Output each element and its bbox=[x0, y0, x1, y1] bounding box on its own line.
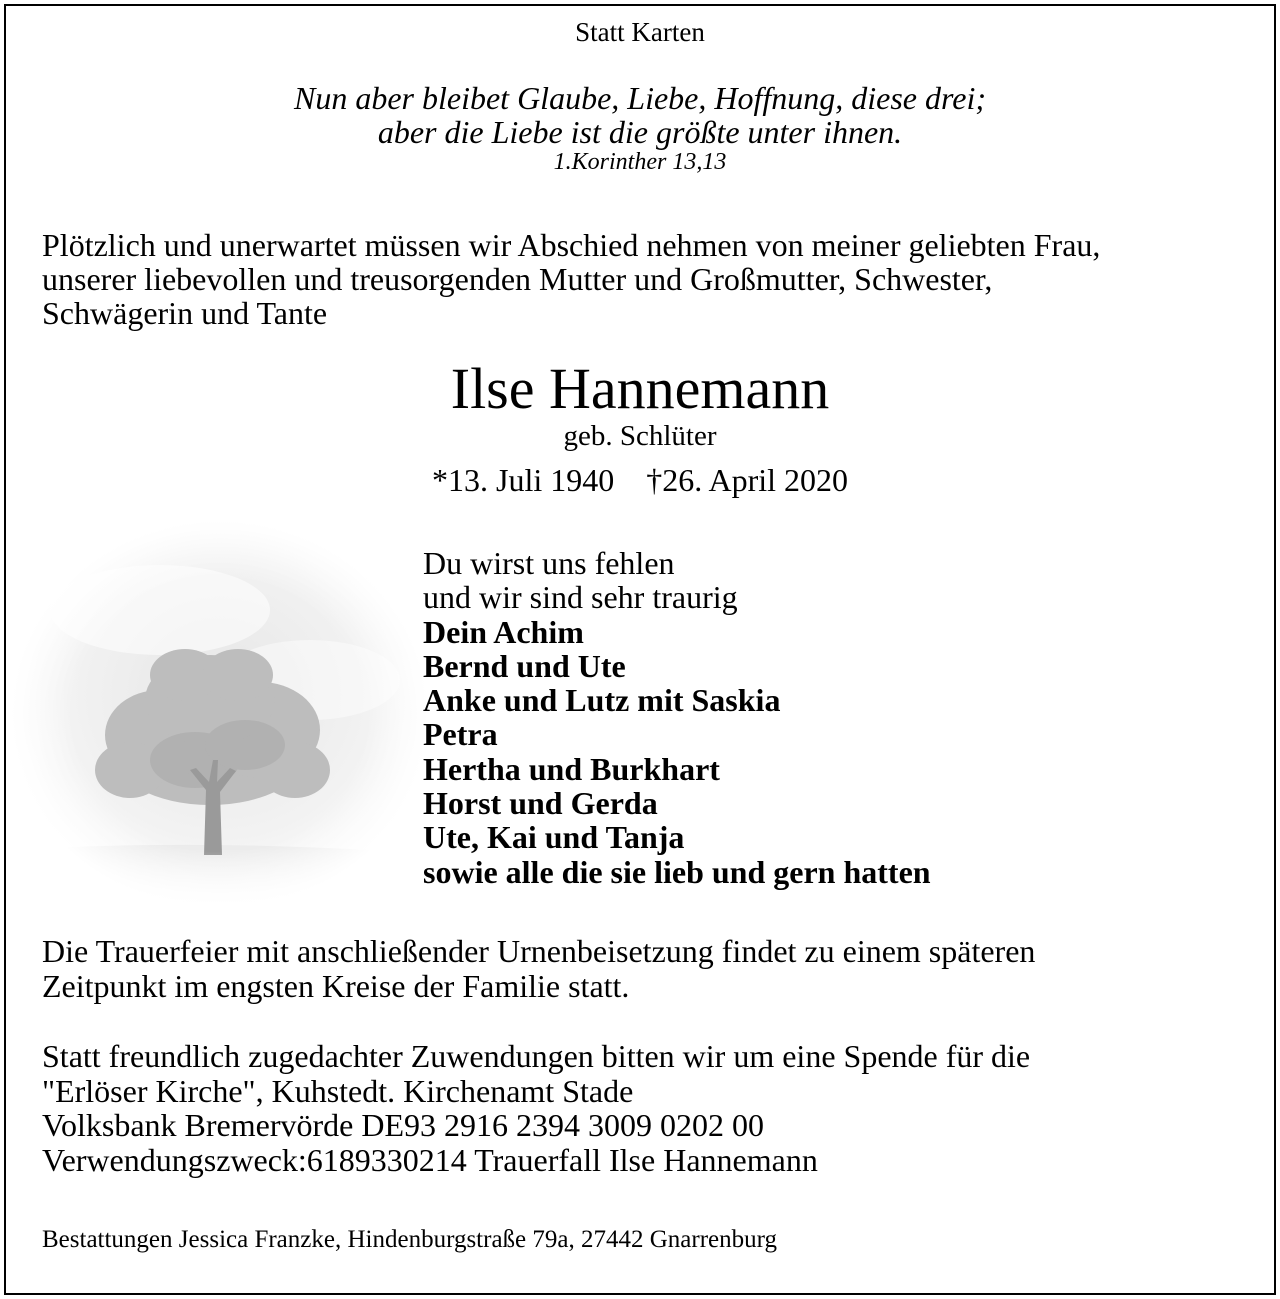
signoff-block bbox=[423, 546, 931, 889]
signoff-line: und wir sind sehr traurig bbox=[423, 579, 738, 616]
birth-date: *13. Juli 1940 bbox=[431, 462, 615, 498]
mourner-name: Horst und Gerda bbox=[423, 785, 658, 822]
mourner-name: Petra bbox=[423, 716, 498, 753]
donation-notice-line: Volksbank Bremervörde DE93 2916 2394 3009 0202 00 bbox=[42, 1107, 764, 1143]
bible-verse-line-1: Nun aber bleibet Glaube, Liebe, Hoffnung, diese drei; bbox=[293, 80, 987, 116]
bible-verse-line-2: aber die Liebe ist die größte unter ihnen. bbox=[377, 114, 903, 150]
donation-notice bbox=[42, 1039, 1030, 1177]
mourner-name: Bernd und Ute bbox=[423, 647, 626, 684]
mourner-name: Dein Achim bbox=[423, 613, 584, 650]
funeral-home-footer: Bestattungen Jessica Franzke, Hindenburgstraße 79a, 27442 Gnarrenburg bbox=[42, 1226, 777, 1253]
mourner-name: sowie alle die sie lieb und gern hatten bbox=[423, 853, 931, 890]
header-text: Statt Karten bbox=[575, 17, 705, 47]
donation-notice-line: Verwendungszweck:6189330214 Trauerfall Ilse Hannemann bbox=[42, 1141, 818, 1178]
maiden-name: geb. Schlüter bbox=[563, 420, 717, 452]
funeral-notice bbox=[42, 934, 1035, 1003]
intro-paragraph bbox=[42, 228, 1100, 330]
tree-on-hill-icon bbox=[10, 520, 430, 910]
signoff-line: Du wirst uns fehlen bbox=[423, 545, 675, 581]
donation-notice-line: Statt freundlich zugedachter Zuwendungen bitten wir um eine Spende für die bbox=[42, 1038, 1031, 1074]
funeral-notice-line: Die Trauerfeier mit anschließender Urnenbeisetzung findet zu einem späteren bbox=[42, 933, 1036, 969]
intro-line: unserer liebevollen und treusorgenden Mutter und Großmutter, Schwester, bbox=[42, 261, 993, 297]
death-date: †26. April 2020 bbox=[646, 462, 848, 498]
intro-line: Plötzlich und unerwartet müssen wir Abschied nehmen von meiner geliebten Frau, bbox=[42, 227, 1101, 263]
deceased-name: Ilse Hannemann bbox=[450, 356, 830, 421]
mourner-name: Ute, Kai und Tanja bbox=[423, 819, 685, 856]
mourner-name: Anke und Lutz mit Saskia bbox=[423, 682, 781, 719]
donation-notice-line: "Erlöser Kirche", Kuhstedt. Kirchenamt Stade bbox=[42, 1072, 634, 1109]
mourner-name: Hertha und Burkhart bbox=[423, 750, 720, 787]
life-dates bbox=[0, 462, 1280, 499]
bible-verse-reference: 1.Korinther 13,13 bbox=[553, 149, 727, 175]
funeral-notice-line: Zeitpunkt im engsten Kreise der Familie statt. bbox=[42, 967, 630, 1004]
intro-line: Schwägerin und Tante bbox=[42, 295, 328, 331]
